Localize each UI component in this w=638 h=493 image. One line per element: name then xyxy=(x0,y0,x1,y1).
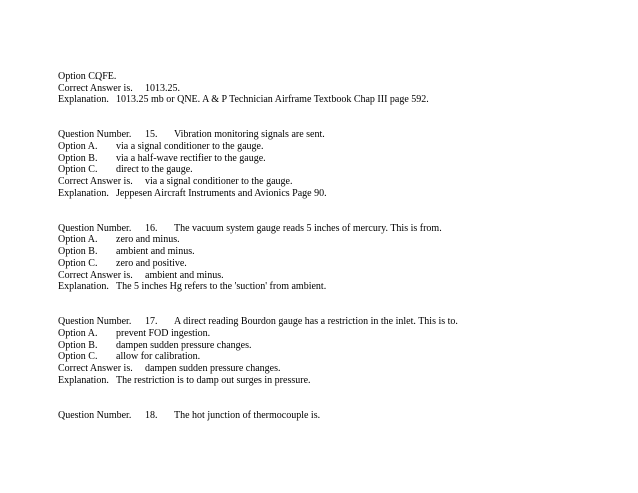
question-line xyxy=(58,129,628,141)
question-16 xyxy=(58,223,628,293)
option-b-line xyxy=(58,340,628,352)
option-label: Option B. xyxy=(58,246,98,258)
option-text: QFE. xyxy=(95,71,117,82)
option-b-line xyxy=(58,153,628,165)
option-label: Option A. xyxy=(58,141,98,153)
correct-answer-label: Correct Answer is. xyxy=(58,269,133,281)
option-label: Option B. xyxy=(58,152,98,164)
question-label: Question Number. xyxy=(58,316,132,328)
option-label: Option C. xyxy=(58,71,98,82)
correct-answer-text: ambient and minus. xyxy=(145,269,224,281)
correct-answer-line xyxy=(58,83,628,95)
question-text: The hot junction of thermocouple is. xyxy=(174,409,321,421)
option-c-line xyxy=(58,351,628,363)
explanation-label: Explanation. xyxy=(58,187,109,199)
correct-answer-label: Correct Answer is. xyxy=(58,362,133,374)
option-a-line xyxy=(58,141,628,153)
option-text: ambient and minus. xyxy=(116,246,195,258)
option-label: Option C. xyxy=(58,164,98,176)
explanation-text: 1013.25 mb or QNE. A & P Technician Airframe Textbook Chap III page 592. xyxy=(116,94,429,106)
option-text: via a signal conditioner to the gauge. xyxy=(116,141,264,153)
question-label: Question Number. xyxy=(58,409,132,421)
option-label: Option C. xyxy=(58,257,98,269)
question-line xyxy=(58,316,628,328)
option-text: zero and positive. xyxy=(116,257,187,269)
option-c-line xyxy=(58,258,628,270)
correct-answer-label: Correct Answer is. xyxy=(58,82,133,94)
option-b-line xyxy=(58,246,628,258)
question-number: 16. xyxy=(145,222,158,234)
option-text: prevent FOD ingestion. xyxy=(116,327,211,339)
question-number: 15. xyxy=(145,129,158,141)
question-14-tail xyxy=(58,71,628,106)
option-text: via a half-wave rectifier to the gauge. xyxy=(116,152,266,164)
explanation-text: The restriction is to damp out surges in pressure. xyxy=(116,374,311,386)
option-label: Option B. xyxy=(58,339,98,351)
question-line xyxy=(58,223,628,235)
option-label: Option C. xyxy=(58,351,98,363)
option-a-line xyxy=(58,234,628,246)
question-text: The vacuum system gauge reads 5 inches of mercury. This is from. xyxy=(174,222,442,234)
option-c-line xyxy=(58,164,628,176)
option-a-line xyxy=(58,328,628,340)
question-label: Question Number. xyxy=(58,129,132,141)
option-text: allow for calibration. xyxy=(116,351,201,363)
question-text: Vibration monitoring signals are sent. xyxy=(174,129,325,141)
question-label: Question Number. xyxy=(58,222,132,234)
explanation-label: Explanation. xyxy=(58,281,109,293)
explanation-line xyxy=(58,94,628,106)
option-text: direct to the gauge. xyxy=(116,164,193,176)
question-number: 18. xyxy=(145,409,158,421)
correct-answer-line xyxy=(58,270,628,282)
question-text: A direct reading Bourdon gauge has a restriction in the inlet. This is to. xyxy=(174,316,458,328)
correct-answer-line xyxy=(58,176,628,188)
explanation-line xyxy=(58,281,628,293)
correct-answer-text: dampen sudden pressure changes. xyxy=(145,362,281,374)
option-c-line xyxy=(58,71,628,83)
question-number: 17. xyxy=(145,316,158,328)
option-label: Option A. xyxy=(58,234,98,246)
question-18 xyxy=(58,410,628,422)
explanation-text: The 5 inches Hg refers to the 'suction' from ambient. xyxy=(116,281,327,293)
option-label: Option A. xyxy=(58,327,98,339)
explanation-line xyxy=(58,188,628,200)
explanation-label: Explanation. xyxy=(58,94,109,106)
option-text: zero and minus. xyxy=(116,234,180,246)
explanation-text: Jeppesen Aircraft Instruments and Avionics Page 90. xyxy=(116,187,327,199)
explanation-label: Explanation. xyxy=(58,374,109,386)
correct-answer-text: via a signal conditioner to the gauge. xyxy=(145,176,293,188)
correct-answer-label: Correct Answer is. xyxy=(58,176,133,188)
option-text: dampen sudden pressure changes. xyxy=(116,339,252,351)
correct-answer-text: 1013.25. xyxy=(145,82,180,94)
document-page xyxy=(58,71,628,421)
correct-answer-line xyxy=(58,363,628,375)
explanation-line xyxy=(58,375,628,387)
question-17 xyxy=(58,316,628,386)
question-15 xyxy=(58,129,628,199)
question-line xyxy=(58,410,628,422)
